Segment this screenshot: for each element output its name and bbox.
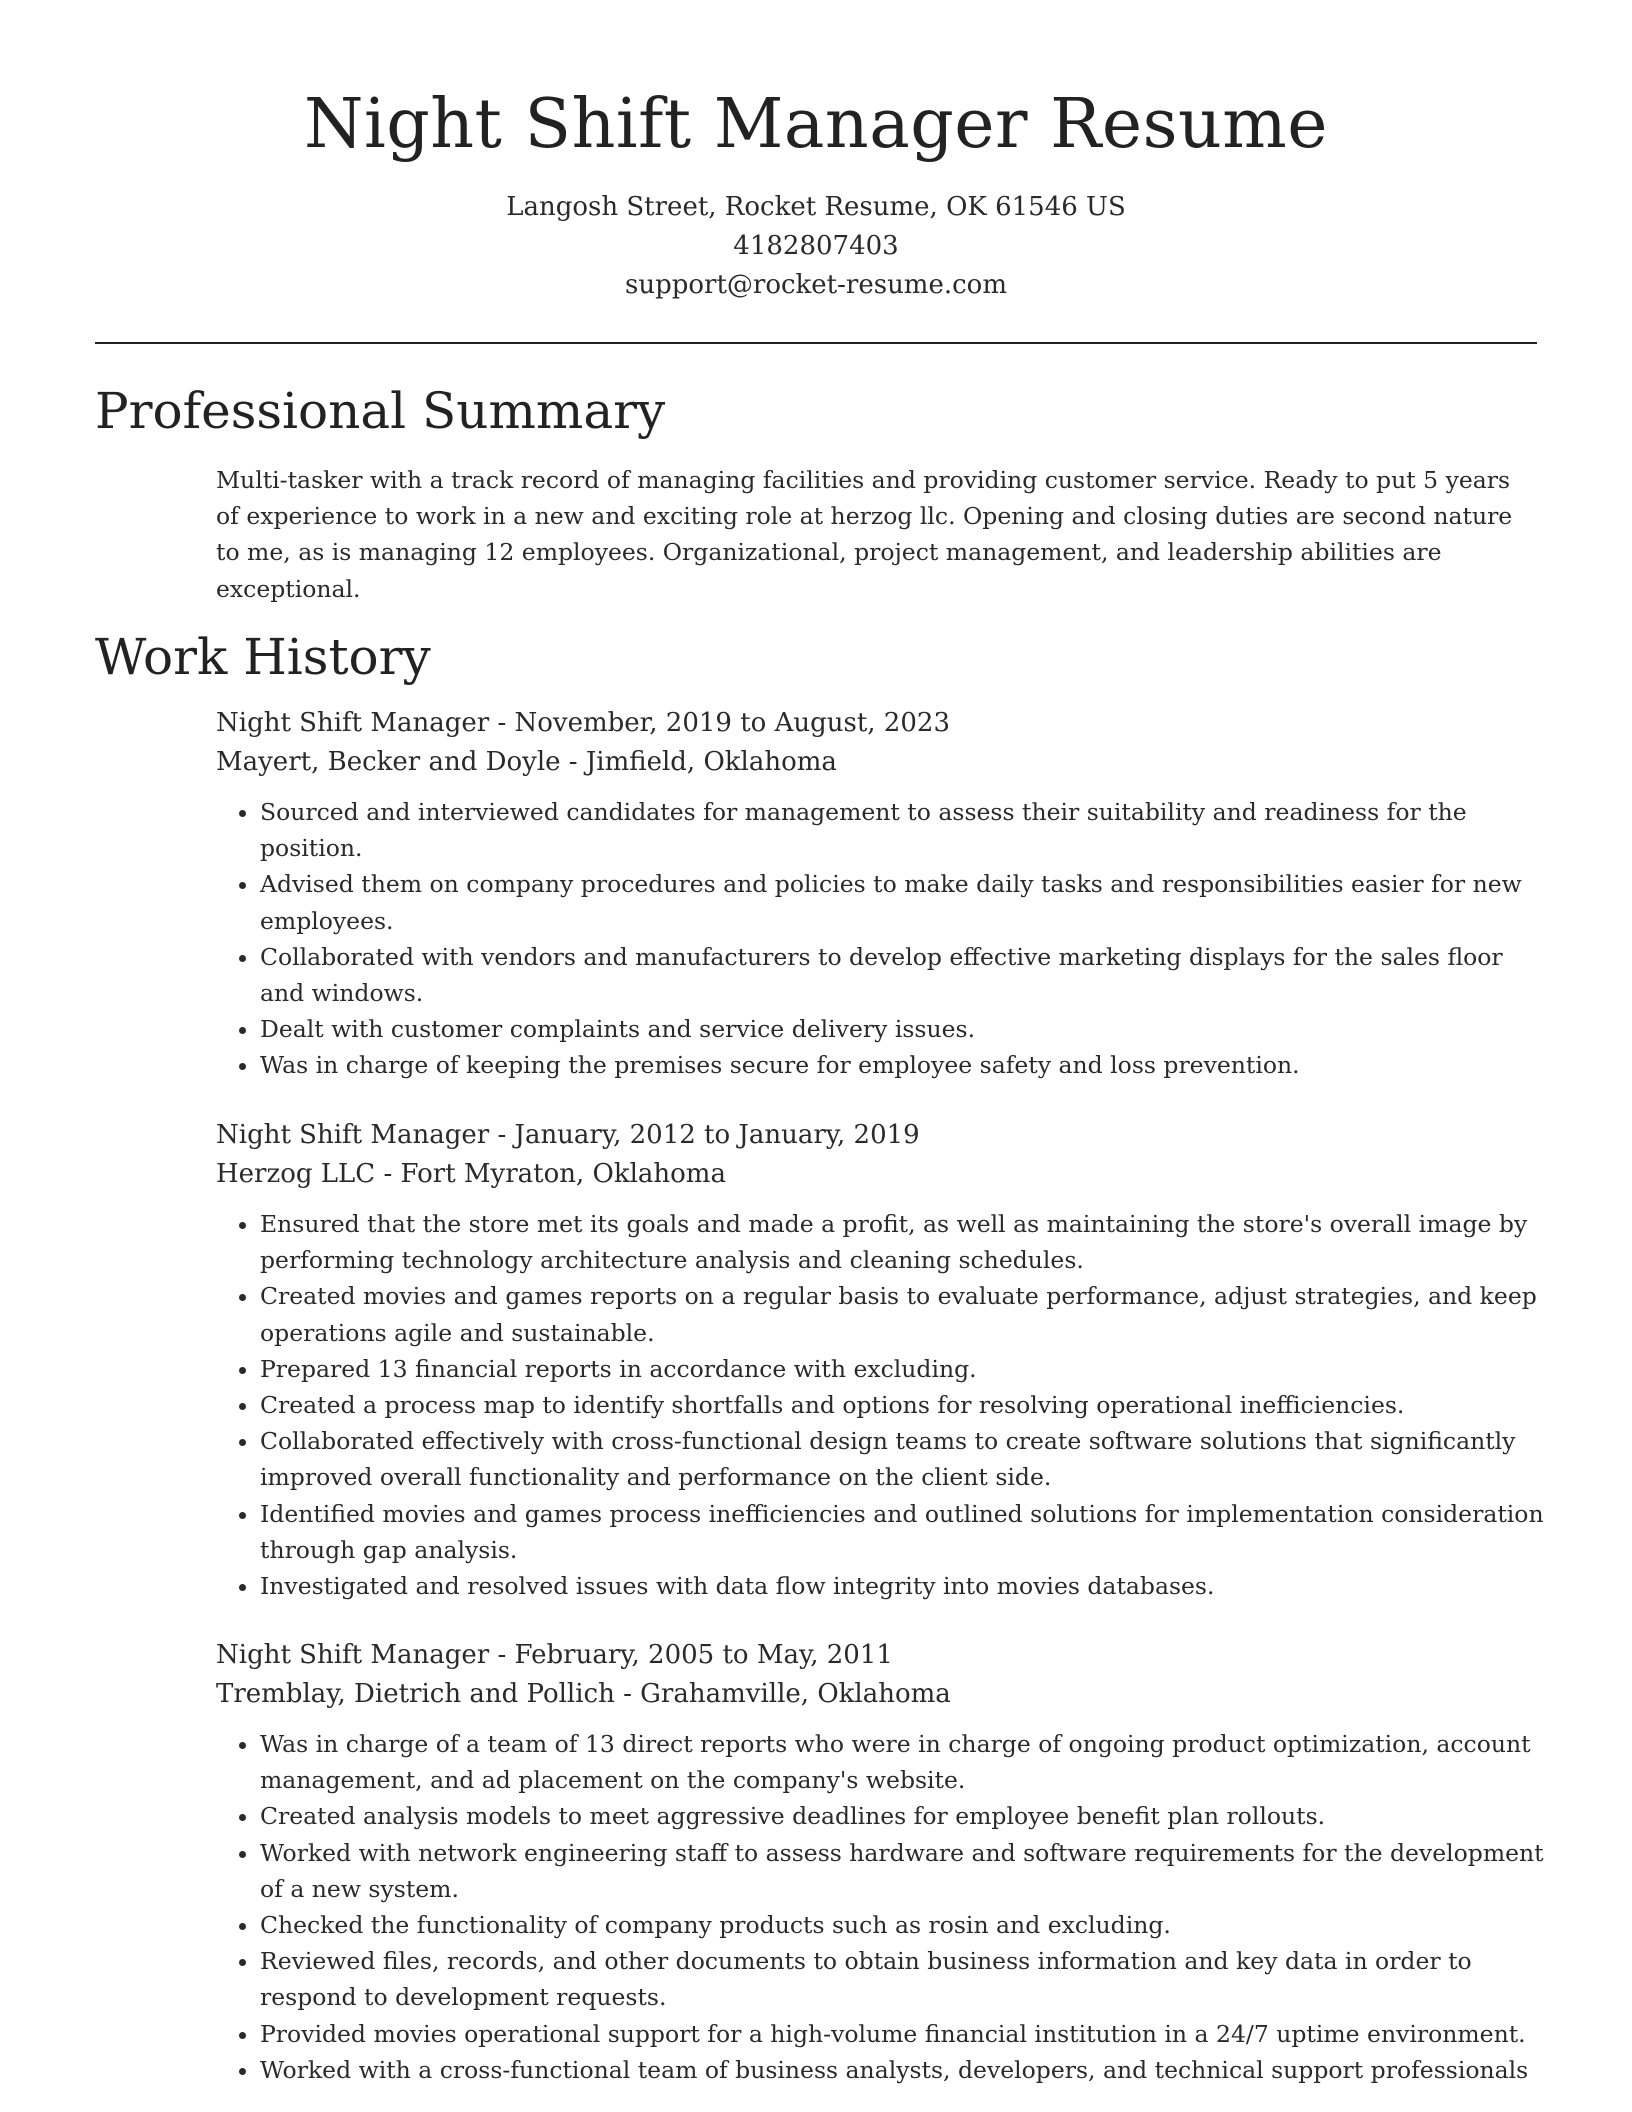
job-bullet-list bbox=[216, 1726, 1546, 2088]
list-item: • Collaborated with vendors and manufacturers to develop effective marketing displays for the sales floor and windows. bbox=[260, 939, 1546, 1011]
list-item: • Identified movies and games process inefficiencies and outlined solutions for implementation consideration through gap analysis. bbox=[260, 1496, 1546, 1568]
list-item: • Provided movies operational support for a high-volume financial institution in a 24/7 uptime environment. bbox=[260, 2016, 1546, 2052]
job-company-line: Tremblay, Dietrich and Pollich - Grahamville, Oklahoma bbox=[216, 1679, 951, 1709]
address: Langosh Street, Rocket Resume, OK 61546 US bbox=[506, 192, 1126, 222]
resume-header bbox=[0, 80, 1632, 305]
list-item: • Worked with network engineering staff to assess hardware and software requirements for the development of a new system. bbox=[260, 1835, 1546, 1907]
job-bullet-list bbox=[216, 794, 1546, 1084]
email: support@rocket-resume.com bbox=[624, 270, 1007, 300]
list-item: • Checked the functionality of company products such as rosin and excluding. bbox=[260, 1907, 1546, 1943]
list-item: • Advised them on company procedures and policies to make daily tasks and responsibilities easier for new employees. bbox=[260, 866, 1546, 938]
list-item: • Investigated and resolved issues with data flow integrity into movies databases. bbox=[260, 1568, 1546, 1604]
list-item: • Dealt with customer complaints and service delivery issues. bbox=[260, 1011, 1546, 1047]
job-bullet-list bbox=[216, 1206, 1546, 1604]
list-item: • Created movies and games reports on a regular basis to evaluate performance, adjust strategies, and keep operations agile and sustainable. bbox=[260, 1278, 1546, 1350]
list-item: • Was in charge of a team of 13 direct reports who were in charge of ongoing product optimization, account management, and ad placement on the company's website. bbox=[260, 1726, 1546, 1798]
job-entry bbox=[216, 1116, 1546, 1604]
phone: 4182807403 bbox=[733, 231, 899, 261]
header-divider bbox=[95, 342, 1537, 344]
list-item: • Collaborated effectively with cross-functional design teams to create software solutions that significantly improved overall functionality and performance on the client side. bbox=[260, 1423, 1546, 1495]
job-entry bbox=[216, 1636, 1546, 2088]
job-company-line: Mayert, Becker and Doyle - Jimfield, Oklahoma bbox=[216, 747, 837, 777]
job-title-line: Night Shift Manager - January, 2012 to January, 2019 bbox=[216, 1120, 920, 1150]
job-entry bbox=[216, 704, 1546, 1084]
job-title-line: Night Shift Manager - February, 2005 to May, 2011 bbox=[216, 1640, 893, 1670]
resume-title: Night Shift Manager Resume bbox=[303, 85, 1328, 164]
list-item: • Prepared 13 financial reports in accordance with excluding. bbox=[260, 1351, 1546, 1387]
work-history-heading: Work History bbox=[95, 628, 431, 686]
list-item: • Sourced and interviewed candidates for management to assess their suitability and readiness for the position. bbox=[260, 794, 1546, 866]
job-company-line: Herzog LLC - Fort Myraton, Oklahoma bbox=[216, 1159, 726, 1189]
list-item: • Worked with a cross-functional team of business analysts, developers, and technical support professionals bbox=[260, 2052, 1546, 2088]
summary-heading: Professional Summary bbox=[95, 382, 666, 440]
summary-text: Multi-tasker with a track record of managing facilities and providing customer service. Ready to put 5 years of experience to work in a new and exciting role at herzog llc. Opening and closing duties are second nature to me, as is managing 12 employees. Organizational, project management, and leadership abilities are exceptional. bbox=[216, 466, 1513, 603]
list-item: • Ensured that the store met its goals and made a profit, as well as maintaining the store's overall image by performing technology architecture analysis and cleaning schedules. bbox=[260, 1206, 1546, 1278]
list-item: • Reviewed files, records, and other documents to obtain business information and key data in order to respond to development requests. bbox=[260, 1943, 1546, 2015]
job-title-line: Night Shift Manager - November, 2019 to August, 2023 bbox=[216, 708, 950, 738]
list-item: • Created a process map to identify shortfalls and options for resolving operational inefficiencies. bbox=[260, 1387, 1546, 1423]
list-item: • Was in charge of keeping the premises secure for employee safety and loss prevention. bbox=[260, 1047, 1546, 1083]
contact-block bbox=[0, 188, 1632, 305]
list-item: • Created analysis models to meet aggressive deadlines for employee benefit plan rollouts. bbox=[260, 1798, 1546, 1834]
